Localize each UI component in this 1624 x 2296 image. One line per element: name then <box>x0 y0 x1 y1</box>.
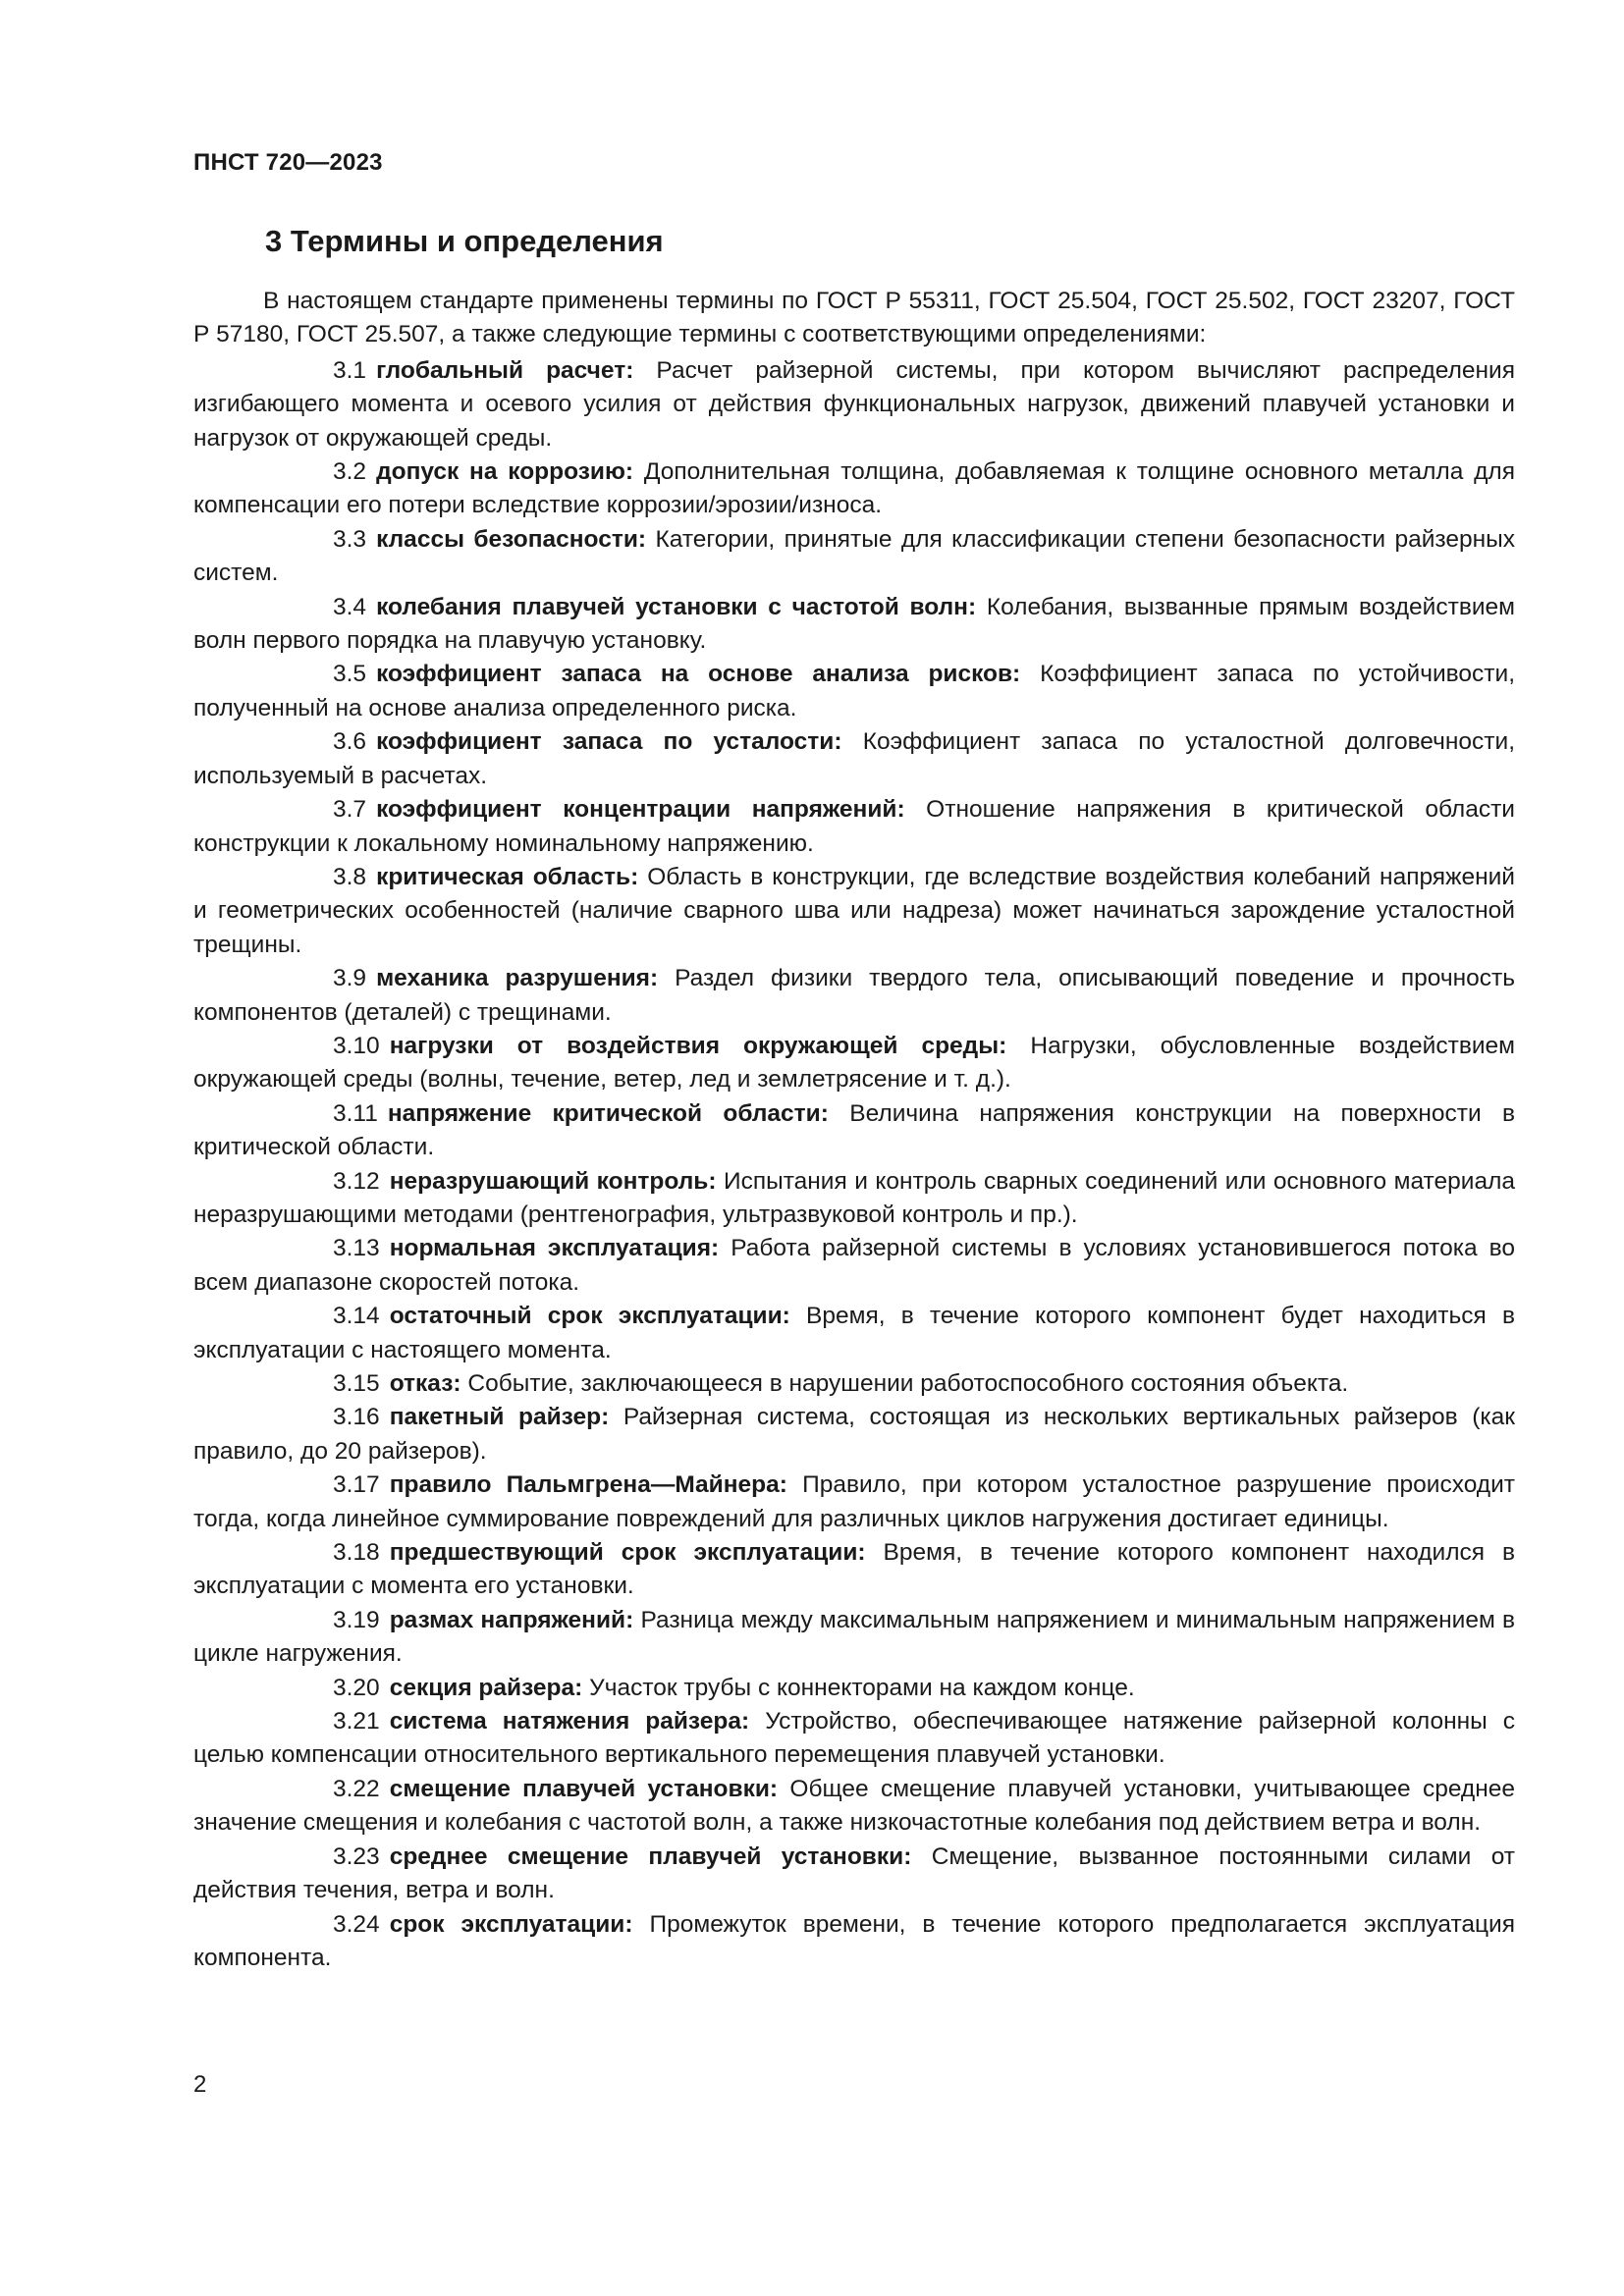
term-number: 3.11 <box>333 1099 378 1127</box>
term-entry <box>193 591 1515 659</box>
term-number: 3.20 <box>333 1674 380 1701</box>
term-number: 3.17 <box>333 1471 380 1499</box>
term-definition: Коэффициент запаса по устойчивости, полученный на основе анализа определенного риска. <box>193 661 1515 721</box>
term-definition: Категории, принятые для классификации степени безопасности райзерных систем. <box>193 525 1516 587</box>
intro-paragraph: В настоящем стандарте применены термины по ГОСТ Р 55311, ГОСТ 25.504, ГОСТ 25.502, ГОСТ 23207, ГОСТ Р 57180, ГОСТ 25.507, а также следующие термины с соответствующими определениями: <box>193 288 1515 348</box>
term-number: 3.9 <box>333 965 367 992</box>
term-definition: Дополнительная толщина, добавляемая к толщине основного металла для компенсации его потери вследствие коррозии/эрозии/износа. <box>193 458 1515 519</box>
term-name: классы безопасности: <box>376 525 647 553</box>
term-name: секция райзера: <box>389 1674 583 1701</box>
term-name: среднее смещение плавучей установки: <box>389 1842 912 1870</box>
term-definition: Раздел физики твердого тела, описывающий поведение и прочность компонентов (деталей) с трещинами. <box>193 965 1515 1026</box>
term-number: 3.13 <box>333 1235 380 1262</box>
term-number: 3.3 <box>333 525 367 553</box>
document-code: ПНСТ 720—2023 <box>193 149 383 176</box>
term-entry <box>193 1401 1515 1468</box>
term-entry <box>193 658 1515 725</box>
term-definition: Общее смещение плавучей установки, учитывающее среднее значение смещения и колебания с частотой волн, а также низкочастотные колебания под действием ветра и волн. <box>193 1775 1515 1837</box>
term-number: 3.7 <box>333 796 367 824</box>
term-entry <box>193 1604 1515 1672</box>
term-number: 3.12 <box>333 1167 380 1195</box>
term-number: 3.1 <box>333 356 367 384</box>
term-entry <box>193 1705 1515 1773</box>
term-entry <box>193 1672 1515 1705</box>
term-entry <box>193 1773 1515 1841</box>
term-entry <box>193 1536 1515 1604</box>
term-number: 3.2 <box>333 458 367 486</box>
term-name: нормальная эксплуатация: <box>389 1235 720 1262</box>
term-name: допуск на коррозию: <box>376 458 634 486</box>
term-entry <box>193 1030 1515 1097</box>
term-number: 3.5 <box>333 661 367 688</box>
term-definition: Время, в течение которого компонент находился в эксплуатации с момента его установки. <box>193 1539 1516 1600</box>
term-number: 3.6 <box>333 728 367 756</box>
term-name: неразрушающий контроль: <box>389 1167 717 1195</box>
term-entry <box>193 962 1515 1030</box>
term-definition: Устройство, обеспечивающее натяжение райзерной колонны с целью компенсации относительного вертикального перемещения плавучей установки. <box>193 1708 1515 1769</box>
term-name: колебания плавучей установки с частотой волн: <box>376 593 977 620</box>
term-definition: Разница между максимальным напряжением и минимальным напряжением в цикле нагружения. <box>193 1606 1515 1668</box>
term-definition: Работа райзерной системы в условиях установившегося потока во всем диапазоне скоростей потока. <box>193 1235 1516 1296</box>
term-entry <box>193 861 1515 962</box>
term-name: глобальный расчет: <box>376 356 634 384</box>
term-entry <box>193 1367 1515 1401</box>
term-definition: Время, в течение которого компонент будет находиться в эксплуатации с настоящего момента. <box>193 1303 1515 1363</box>
term-number: 3.23 <box>333 1842 380 1870</box>
term-definition: Коэффициент запаса по усталостной долговечности, используемый в расчетах. <box>193 728 1516 789</box>
term-number: 3.10 <box>333 1032 380 1059</box>
term-name: остаточный срок эксплуатации: <box>389 1303 790 1330</box>
term-entry <box>193 1165 1515 1233</box>
term-entry <box>193 1908 1515 1976</box>
term-definition: Расчет райзерной системы, при котором вычисляют распределения изгибающего момента и осевого усилия от действия функциональных нагрузок, движений плавучей установки и нагрузок от окружающей среды. <box>193 356 1515 452</box>
term-entry <box>193 1841 1515 1908</box>
terms-list <box>193 354 1515 1976</box>
term-definition: Испытания и контроль сварных соединений или основного материала неразрушающими методами (рентгенография, ультразвуковой контроль и пр.). <box>193 1167 1515 1228</box>
term-name: система натяжения райзера: <box>389 1708 750 1735</box>
term-name: правило Пальмгрена—Майнера: <box>389 1471 787 1499</box>
term-name: предшествующий срок эксплуатации: <box>389 1539 866 1567</box>
term-entry <box>193 793 1515 861</box>
term-entry <box>193 455 1515 523</box>
term-definition: Промежуток времени, в течение которого предполагается эксплуатация компонента. <box>193 1910 1516 1971</box>
term-definition: Райзерная система, состоящая из нескольких вертикальных райзеров (как правило, до 20 райзеров). <box>193 1404 1516 1465</box>
term-number: 3.19 <box>333 1606 380 1633</box>
term-name: смещение плавучей установки: <box>389 1775 779 1802</box>
term-entry <box>193 1300 1515 1367</box>
term-entry <box>193 523 1515 591</box>
term-definition: Колебания, вызванные прямым воздействием волн первого порядка на плавучую установку. <box>193 593 1516 655</box>
term-name: механика разрушения: <box>376 965 659 992</box>
term-name: напряжение критической области: <box>387 1099 829 1127</box>
term-number: 3.18 <box>333 1539 380 1567</box>
term-definition: Величина напряжения конструкции на поверхности в критической области. <box>193 1099 1516 1161</box>
term-entry <box>193 1468 1515 1536</box>
term-name: нагрузки от воздействия окружающей среды: <box>389 1032 1007 1059</box>
term-number: 3.21 <box>333 1708 380 1735</box>
page-number: 2 <box>193 2071 207 2098</box>
terms-section <box>193 285 1515 1975</box>
term-name: пакетный райзер: <box>389 1404 610 1431</box>
term-name: коэффициент запаса по усталости: <box>376 728 842 756</box>
term-name: размах напряжений: <box>389 1606 634 1633</box>
term-definition: Смещение, вызванное постоянными силами от действия течения, ветра и волн. <box>193 1842 1515 1904</box>
term-entry <box>193 1232 1515 1300</box>
term-name: коэффициент запаса на основе анализа рисков: <box>376 661 1021 688</box>
term-definition: Событие, заключающееся в нарушении работоспособного состояния объекта. <box>467 1370 1349 1397</box>
term-entry <box>193 1097 1515 1165</box>
term-name: критическая область: <box>376 863 639 890</box>
term-name: коэффициент концентрации напряжений: <box>376 796 905 824</box>
term-definition: Правило, при котором усталостное разрушение происходит тогда, когда линейное суммирование повреждений для различных циклов нагружения достигает единицы. <box>193 1471 1515 1532</box>
term-definition: Нагрузки, обусловленные воздействием окружающей среды (волны, течение, ветер, лед и землетрясение и т. д.). <box>193 1032 1515 1094</box>
term-number: 3.16 <box>333 1404 380 1431</box>
term-name: отказ: <box>389 1370 461 1397</box>
term-number: 3.15 <box>333 1370 380 1397</box>
term-number: 3.14 <box>333 1303 380 1330</box>
term-number: 3.22 <box>333 1775 380 1802</box>
term-definition: Участок трубы с коннекторами на каждом конце. <box>589 1674 1135 1701</box>
term-number: 3.4 <box>333 593 367 620</box>
term-entry <box>193 725 1515 793</box>
term-entry <box>193 354 1515 455</box>
term-definition: Отношение напряжения в критической области конструкции к локальному номинальному напряжению. <box>193 796 1515 857</box>
term-name: срок эксплуатации: <box>389 1910 633 1938</box>
term-definition: Область в конструкции, где вследствие воздействия колебаний напряжений и геометрических особенностей (наличие сварного шва или надреза) может начинаться зарождение усталостной трещины. <box>193 863 1515 958</box>
term-number: 3.24 <box>333 1910 380 1938</box>
section-title: 3 Термины и определения <box>265 224 664 258</box>
term-number: 3.8 <box>333 863 367 890</box>
